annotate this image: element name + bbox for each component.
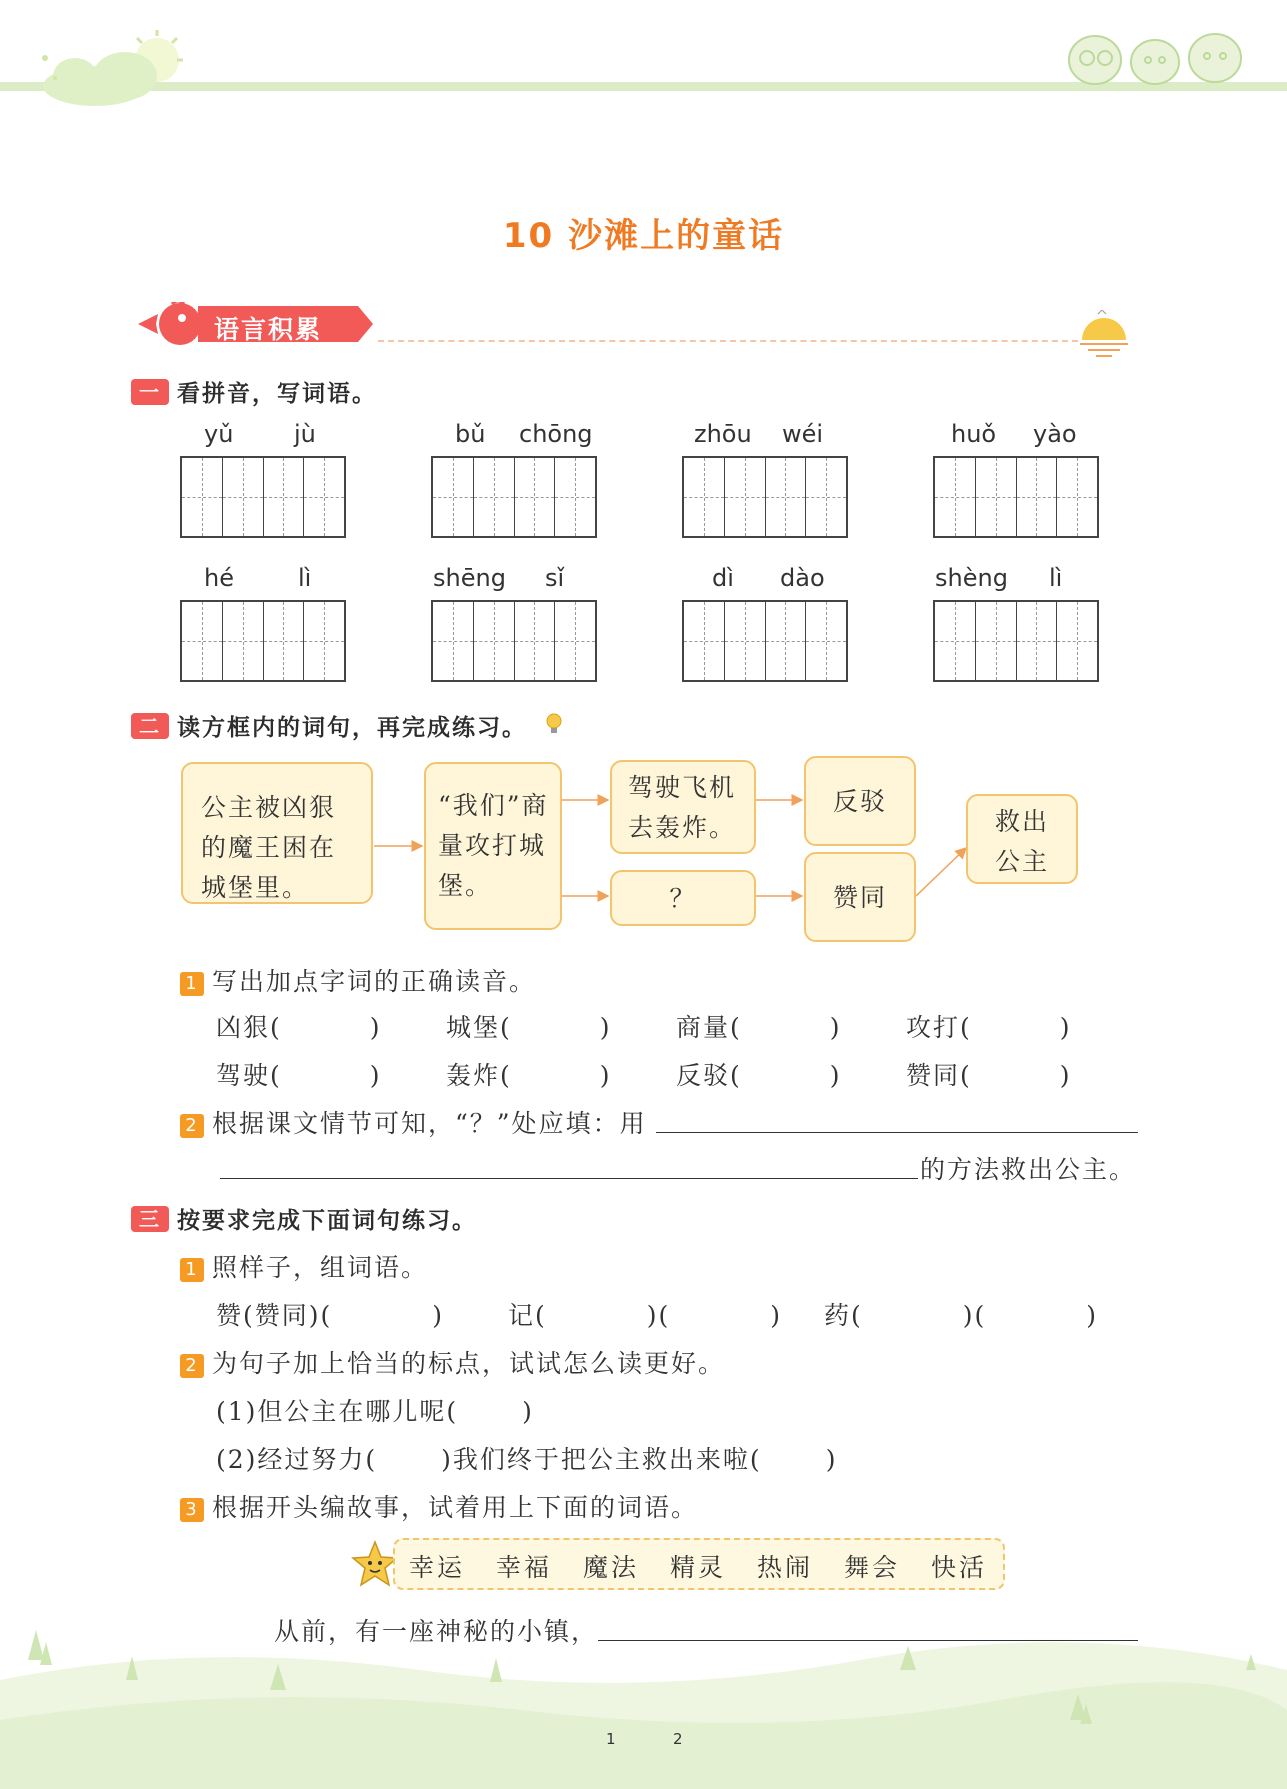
punct-sentence-2: (2)经过努力( )我们终于把公主救出来啦( ) [216,1445,838,1474]
pinyin-item [180,420,350,538]
sub-text: 写出加点字词的正确读音。 [212,967,537,996]
word-group-example: 赞(赞同)( ) [216,1301,445,1330]
pinyin-item [431,564,601,682]
writing-grid[interactable] [933,600,1099,682]
pinyin-answer: 商量( ) [676,1013,842,1042]
flow-box-rescue [966,794,1078,884]
flow-box-3 [610,760,756,854]
q2-heading [131,709,565,742]
word-bank-item: 舞会 [844,1553,901,1582]
word: 攻打 [906,1013,961,1042]
pinyin-answer: 攻打( ) [906,1013,1072,1042]
pinyin-answer: 城堡( ) [446,1013,612,1042]
pinyin: hé [204,564,234,592]
answer-line[interactable] [656,1132,1138,1133]
lesson-title: 沙滩上的童话 [568,216,785,256]
pinyin: yǔ [204,420,234,448]
pinyin-answer: 轰炸( ) [446,1061,612,1090]
word-bank [393,1538,1005,1590]
word-bank-item: 快活 [931,1553,988,1582]
q1-badge: 一 [131,379,169,405]
pinyin-item [933,564,1103,682]
word: 商量 [676,1013,731,1042]
word: 药( [824,1301,863,1330]
sentence: (2)经过努力( [216,1445,378,1474]
flow-text: “我们”商 [438,791,549,820]
pinyin-item [933,420,1103,538]
writing-grid[interactable] [431,456,597,538]
writing-grid[interactable] [933,456,1099,538]
sub-number: 1 [180,1258,204,1282]
page-number: 2 [673,1730,683,1748]
pinyin-answer: 凶狠( ) [216,1013,382,1042]
q1-heading [131,375,377,408]
word-bank-item: 魔法 [583,1553,640,1582]
sentence: (1)但公主在哪儿呢( [216,1397,459,1426]
pinyin: lì [1049,564,1063,592]
pinyin: huǒ [951,420,997,448]
pinyin: chōng [519,420,593,448]
animals-icon [1055,20,1255,90]
pinyin: wéi [782,420,824,448]
q3-heading [131,1202,477,1235]
pinyin: shēng [433,564,506,592]
lesson-number: 10 [502,216,555,256]
word: 轰炸 [446,1061,501,1090]
flow-text: 公主被凶狠 [201,793,337,822]
q3-text: 按要求完成下面词句练习。 [177,1208,477,1234]
flow-box-agree [804,852,916,942]
pinyin: sǐ [545,564,565,592]
pinyin: shèng [935,564,1008,592]
pinyin-answer: 反驳( ) [676,1061,842,1090]
pinyin: dì [712,564,734,592]
pinyin-item [682,564,852,682]
flow-box-1 [181,762,373,904]
word-bank-item: 幸运 [409,1553,466,1582]
sub-tail: 的方法救出公主。 [920,1155,1137,1184]
word-group: 记( )( ) [508,1301,783,1330]
punct-sentence-1: (1)但公主在哪儿呢( ) [216,1397,534,1426]
pinyin-item [682,420,852,538]
writing-grid[interactable] [682,456,848,538]
sub-text: 根据开头编故事，试着用上下面的词语。 [212,1493,699,1522]
pinyin: jù [294,420,316,448]
word-bank-item: 幸福 [496,1553,553,1582]
sub-text: 照样子，组词语。 [212,1253,429,1282]
word-group: 药( )( ) [824,1301,1099,1330]
flow-box-unknown [610,870,756,926]
section-label: 语言积累 [214,315,323,344]
word: 驾驶 [216,1061,271,1090]
sub-number: 1 [180,972,204,996]
flow-text: 驾驶飞机 [628,773,737,802]
word-bank-item: 精灵 [670,1553,727,1582]
pinyin: bǔ [455,420,486,448]
pinyin: yào [1033,420,1077,448]
flow-text: 公主 [994,847,1049,876]
pinyin: lì [298,564,312,592]
flow-text: 量攻打城 [438,831,547,860]
q2-text: 读方框内的词句，再完成练习。 [177,715,527,741]
story-start: 从前，有一座神秘的小镇， [274,1617,599,1646]
q3-badge: 三 [131,1206,169,1232]
q3-sub1 [180,1248,428,1284]
writing-grid[interactable] [180,456,346,538]
q2-sub2 [180,1104,647,1140]
pinyin-item [180,564,350,682]
sub-text: 为句子加上恰当的标点，试试怎么读更好。 [212,1349,726,1378]
pinyin-answer: 赞同( ) [906,1061,1072,1090]
word-bank-item: 热闹 [757,1553,814,1582]
flow-text: 堡。 [438,871,493,900]
flow-box-rebut [804,756,916,846]
q3-sub3 [180,1488,698,1524]
pinyin-answer: 驾驶( ) [216,1061,382,1090]
flow-text: 救出 [994,807,1049,836]
flow-text: 去轰炸。 [628,813,737,842]
word: 反驳 [676,1061,731,1090]
q2-badge: 二 [131,713,169,739]
page-title [0,208,1287,257]
flow-box-2 [424,762,562,930]
hills-background [0,1610,1287,1789]
word: 城堡 [446,1013,501,1042]
flow-text: 赞同 [832,883,887,912]
writing-grid[interactable] [431,600,597,682]
sub-number: 3 [180,1498,204,1522]
word: 记( [508,1301,547,1330]
word: 赞同 [906,1061,961,1090]
word: 凶狠 [216,1013,271,1042]
sub-number: 2 [180,1354,204,1378]
q3-sub2 [180,1344,725,1380]
flow-text: 城堡里。 [201,873,310,902]
flow-text: ？ [669,884,697,913]
sub-text: 根据课文情节可知，“？”处应填：用 [212,1109,647,1138]
sunset-icon [1078,310,1130,358]
cloud-sun-icon [35,28,185,108]
answer-line[interactable] [220,1178,918,1179]
sentence: )我们终于把公主救出来啦( [441,1445,762,1474]
lightbulb-icon [543,711,565,741]
flow-text: 反驳 [832,787,887,816]
pinyin: zhōu [694,420,752,448]
pinyin-item [431,420,601,538]
example-text: 赞(赞同)( [216,1301,333,1330]
writing-grid[interactable] [180,600,346,682]
page-number: 1 [606,1730,616,1748]
writing-grid[interactable] [682,600,848,682]
divider [378,340,1078,342]
flow-text: 的魔王困在 [201,833,337,862]
q1-text: 看拼音，写词语。 [177,381,377,407]
pinyin: dào [780,564,825,592]
sub-number: 2 [180,1114,204,1138]
q2-sub1 [180,962,536,998]
